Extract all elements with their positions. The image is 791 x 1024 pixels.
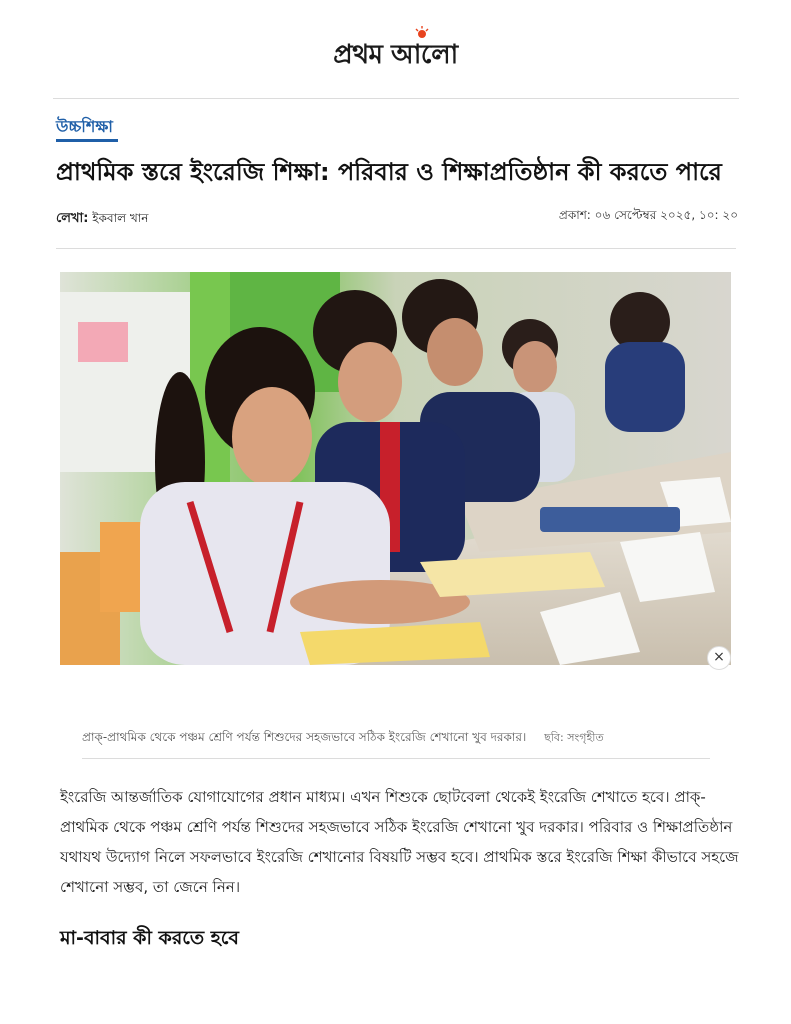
sun-icon — [415, 26, 429, 40]
author-name[interactable]: ইকবাল খান — [92, 211, 149, 225]
classroom-illustration — [60, 272, 731, 665]
caption-divider — [82, 758, 710, 759]
masthead — [0, 34, 791, 78]
article-photo — [60, 272, 731, 665]
publish-date: প্রকাশ: ০৬ সেপ্টেম্বর ২০২৫, ১০: ২০ — [558, 208, 738, 222]
caption-text: প্রাক্-প্রাথমিক থেকে পঞ্চম শ্রেণি পর্যন্ত শিশুদের সহজভাবে সঠিক ইংরেজি শেখানো খুব দরকার। — [82, 730, 527, 744]
close-icon[interactable]: × — [707, 646, 731, 670]
byline — [56, 209, 148, 230]
image-credit: ছবি: সংগৃহীত — [544, 731, 604, 744]
image-caption — [82, 729, 604, 749]
byline-divider — [56, 248, 736, 249]
byline-label: লেখা: — [56, 211, 89, 226]
header-divider — [53, 98, 739, 99]
section-subheading: মা-বাবার কী করতে হবে — [60, 927, 239, 949]
article-headline: প্রাথমিক স্তরে ইংরেজি শিক্ষা: পরিবার ও শিক্ষাপ্রতিষ্ঠান কী করতে পারে — [56, 158, 722, 186]
article-body: ইংরেজি আন্তর্জাতিক যোগাযোগের প্রধান মাধ্যম। এখন শিশুকে ছোটবেলা থেকেই ইংরেজি শেখাতে হবে। প্রাক্-প্রাথমিক থেকে পঞ্চম শ্রেণি পর্যন্ত শিশুদের সহজভাবে সঠিক ইংরেজি শেখানো খুব দরকার। পরিবার ও শিক্ষাপ্রতিষ্ঠান যথাযথ উদ্যোগ নিলে সফলভাবে ইংরেজি শেখানোর বিষয়টি সম্ভব হবে। প্রাথমিক স্তরে ইংরেজি শিক্ষা কীভাবে সহজে শেখানো সম্ভব, তা জেনে নিন। — [60, 788, 739, 896]
section-underline — [56, 139, 118, 142]
logo-text: প্রথম আলো — [333, 40, 458, 70]
section-link[interactable]: উচ্চশিক্ষা — [56, 117, 113, 136]
site-logo[interactable] — [333, 34, 457, 78]
